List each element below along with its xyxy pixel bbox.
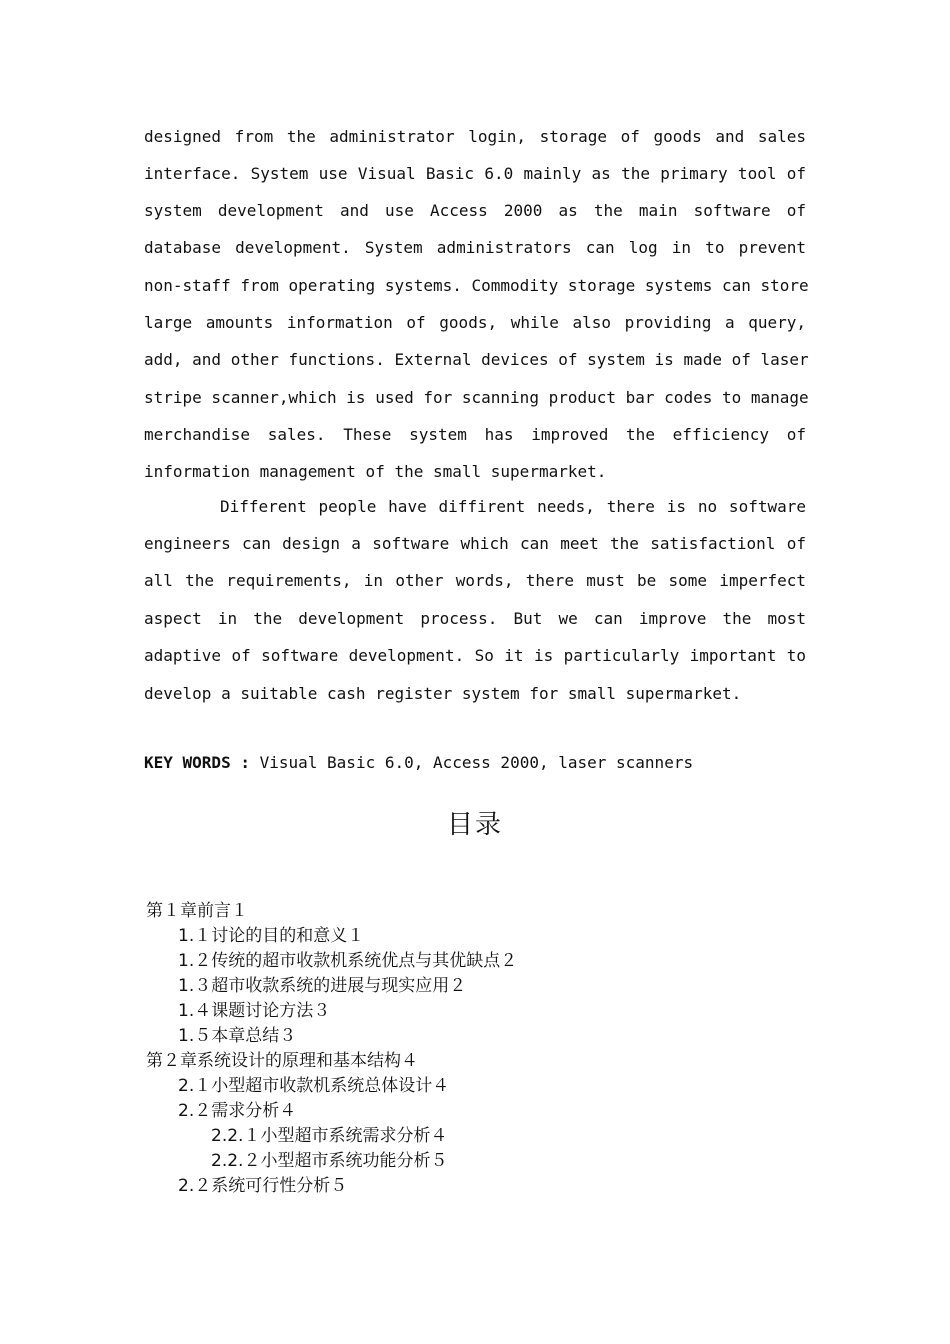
text-line: database development. System administrators can log in to prevent	[144, 238, 806, 257]
text-line: interface. System use Visual Basic 6.0 mainly as the primary tool of	[144, 164, 806, 183]
toc-entry[interactable]: 1.５本章总结３	[178, 1026, 297, 1046]
toc-entry[interactable]: 1.３超市收款系统的进展与现实应用２	[178, 976, 467, 996]
text-line: aspect in the development process. But we can improve the most	[144, 609, 806, 628]
toc-entry[interactable]: 2.２需求分析４	[178, 1101, 297, 1121]
keywords-label: KEY WORDS :	[144, 753, 250, 772]
toc-entry[interactable]: 2.2.２小型超市系统功能分析５	[211, 1151, 448, 1171]
toc-title: 目录	[446, 810, 503, 840]
text-line: adaptive of software development. So it is particularly important to	[144, 646, 806, 665]
text-line: non-staff from operating systems. Commodity storage systems can store	[144, 276, 809, 295]
text-line: Different people have diffirent needs, there is no software	[220, 497, 806, 516]
toc-entry[interactable]: 1.１讨论的目的和意义１	[178, 926, 365, 946]
toc-entry[interactable]: 第２章系统设计的原理和基本结构４	[146, 1051, 418, 1071]
text-line: large amounts information of goods, while also providing a query,	[144, 313, 806, 332]
toc-entry[interactable]: 2.2.１小型超市系统需求分析４	[211, 1126, 448, 1146]
keywords-value: Visual Basic 6.0, Access 2000, laser scanners	[259, 753, 694, 772]
toc-entry[interactable]: 2.２系统可行性分析５	[178, 1176, 348, 1196]
text-line: all the requirements, in other words, there must be some imperfect	[144, 571, 806, 590]
toc-entry[interactable]: 1.４课题讨论方法３	[178, 1001, 331, 1021]
text-line: engineers can design a software which can meet the satisfactionl of	[144, 534, 806, 553]
toc-entry[interactable]: 第１章前言１	[146, 901, 248, 921]
toc-entry[interactable]: 2.１小型超市收款机系统总体设计４	[178, 1076, 450, 1096]
text-line: develop a suitable cash register system for small supermarket.	[144, 684, 742, 703]
text-line: add, and other functions. External devices of system is made of laser	[144, 350, 809, 369]
toc-entry[interactable]: 1.２传统的超市收款机系统优点与其优缺点２	[178, 951, 518, 971]
text-line: information management of the small supermarket.	[144, 462, 607, 481]
text-line: stripe scanner,which is used for scanning product bar codes to manage	[144, 388, 809, 407]
text-line: merchandise sales. These system has improved the efficiency of	[144, 425, 806, 444]
text-line: designed from the administrator login, storage of goods and sales	[144, 127, 806, 146]
keywords-line	[144, 752, 693, 774]
text-line: system development and use Access 2000 as the main software of	[144, 201, 806, 220]
